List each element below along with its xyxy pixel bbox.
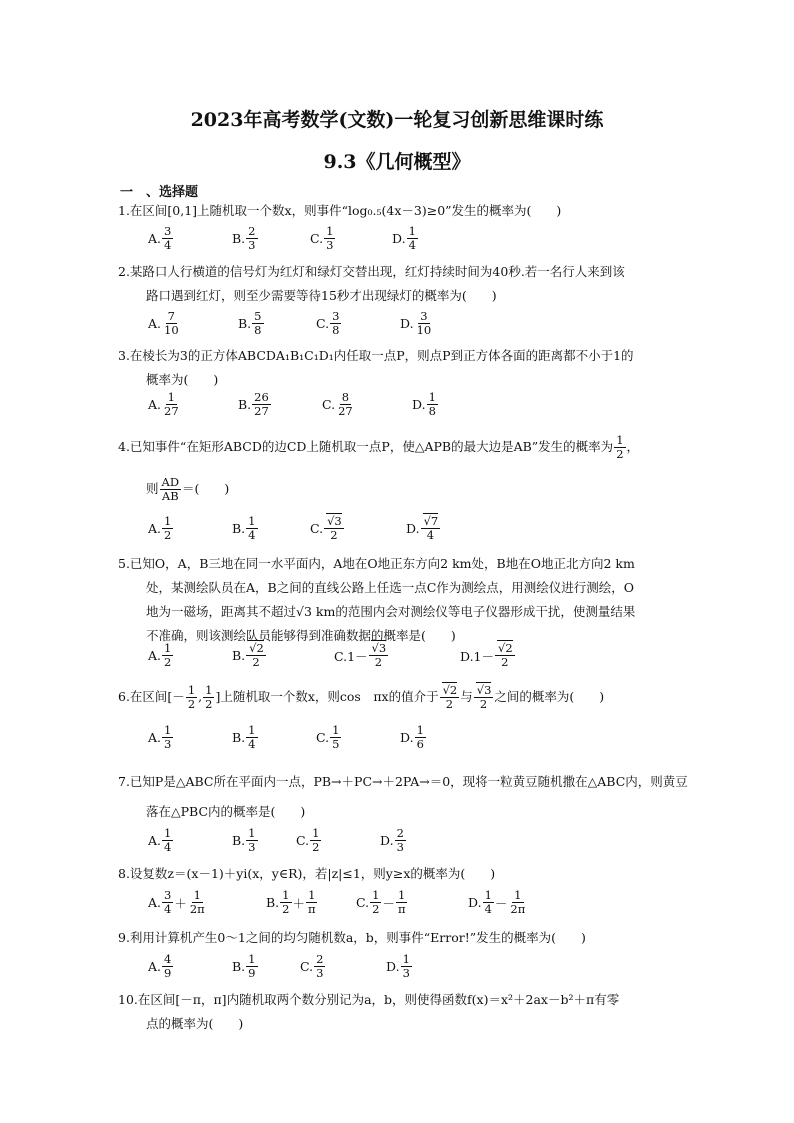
option-A: A. $\frac{1}{27}$ <box>148 390 179 418</box>
fraction: $\frac{5}{8}$ <box>254 309 262 337</box>
fraction: $\frac{1}{3}$ <box>164 723 172 751</box>
question-3: 3.在棱长为3的正方体ABCDA₁B₁C₁D₁内任取一点P，则点P到正方体各面的距离都不小于1的 概率为( ) <box>118 348 634 387</box>
option-D: D.1－ $\frac{√2}{2}$ <box>460 641 513 669</box>
question-4-line2: 则 $\frac{AD}{AB}$ ＝( ) <box>146 475 230 503</box>
option-D: D. $\frac{1}{6}$ <box>400 723 424 751</box>
option-A: A. $\frac{1}{2}$ <box>148 641 172 669</box>
option-D: D. $\frac{1}{4}$ － $\frac{1}{2\pi}$ <box>468 888 526 916</box>
option-C: C. $\frac{√3}{2}$ <box>310 514 342 542</box>
option-A: A. $\frac{1}{3}$ <box>148 723 172 751</box>
fraction: $\frac{1}{4}$ <box>164 826 172 854</box>
option-C: C. $\frac{2}{3}$ <box>300 952 324 980</box>
fraction: $\frac{4}{9}$ <box>164 952 172 980</box>
fraction: $\frac{26}{27}$ <box>254 390 269 418</box>
question-8: 8.设复数z＝(x－1)＋yi(x，y∈R)，若|z|≤1，则y≥x的概率为( ) <box>118 866 496 881</box>
option-B: B. $\frac{1}{9}$ <box>232 952 256 980</box>
fraction: $\frac{1}{2}$ <box>616 433 624 461</box>
fraction: $\frac{1}{4}$ <box>408 224 416 252</box>
fraction: $\frac{1}{4}$ <box>248 514 256 542</box>
fraction: $\frac{1}{2\pi}$ <box>510 888 526 916</box>
option-C: C. $\frac{1}{2}$ <box>296 826 320 854</box>
fraction: $\frac{1}{2}$ <box>164 514 172 542</box>
fraction: $\frac{8}{27}$ <box>338 390 353 418</box>
option-C: C. $\frac{3}{8}$ <box>316 309 340 337</box>
question-4: 4.已知事件“在矩形ABCD的边CD上随机取一点P，使△APB的最大边是AB”发生的概率为 $\frac{1}{2}$ ， <box>118 433 640 461</box>
option-D: D. $\frac{2}{3}$ <box>380 826 404 854</box>
option-D: D. $\frac{1}{3}$ <box>386 952 410 980</box>
fraction: $\frac{7}{10}$ <box>164 309 179 337</box>
fraction: $\frac{3}{4}$ <box>164 224 172 252</box>
fraction: $\frac{√2}{2}$ <box>495 642 515 669</box>
option-B: B. $\frac{5}{8}$ <box>238 309 262 337</box>
option-A: A. $\frac{7}{10}$ <box>148 309 179 337</box>
option-D: D. $\frac{1}{8}$ <box>412 390 436 418</box>
title-line2: 9.3《几何概型》 <box>323 151 471 173</box>
fraction: $\frac{3}{10}$ <box>416 309 432 337</box>
fraction: $\frac{1}{4}$ <box>248 723 256 751</box>
fraction: $\frac{1}{8}$ <box>428 390 436 418</box>
option-A: A. $\frac{1}{2}$ <box>148 514 172 542</box>
fraction: $\frac{1}{3}$ <box>326 224 334 252</box>
fraction: $\frac{1}{2}$ <box>312 826 320 854</box>
fraction: $\frac{√3}{2}$ <box>369 642 389 669</box>
option-C: C. $\frac{8}{27}$ <box>322 390 353 418</box>
question-1: 1.在区间[0,1]上随机取一个数x，则事件“log₀.₅(4x－3)≥0”发生的概率为( ) <box>118 203 562 218</box>
option-B: B. $\frac{26}{27}$ <box>238 390 269 418</box>
option-A: A. $\frac{3}{4}$ ＋ $\frac{1}{2\pi}$ <box>148 888 205 916</box>
question-2: 2.某路口人行横道的信号灯为红灯和绿灯交替出现，红灯持续时间为40秒.若一名行人来到该 路口遇到红灯，则至少需要等待15秒才出现绿灯的概率为( ) <box>118 264 625 303</box>
fraction: $\frac{2}{3}$ <box>248 224 256 252</box>
fraction: $\frac{1}{3}$ <box>248 826 256 854</box>
question-6: 6.在区间[－ $\frac{1}{2}$ , $\frac{1}{2}$ ]上随机取一个数x，则cos πx的值介于 $\frac{√2}{2}$ 与 $\frac{√3}{2}$ 之间的概率为( ) <box>118 683 605 711</box>
fraction: $\frac{1}{2}$ <box>282 888 290 916</box>
fraction: $\frac{1}{6}$ <box>416 723 424 751</box>
option-B: B. $\frac{1}{4}$ <box>232 514 256 542</box>
fraction: $\frac{1}{\pi}$ <box>308 888 316 916</box>
question-5: 5.已知O，A，B三地在同一水平面内，A地在O地正东方向2 km处，B地在O地正北方向2 km 处，某测绘队员在A，B之间的直线公路上任选一点C作为测绘点，用测绘仪进行测绘，O 地为一磁场，距离其不超过√3 km的范围内会对测绘仪等电子仪器形成干扰，使测量结果 不准确，则该测绘队员能够得到准确数据的概率是( ) <box>118 556 636 643</box>
option-B: B. $\frac{1}{4}$ <box>232 723 256 751</box>
fraction: $\frac{AD}{AB}$ <box>161 475 180 503</box>
fraction: $\frac{1}{2}$ <box>372 888 380 916</box>
fraction: $\frac{3}{4}$ <box>164 888 172 916</box>
fraction: $\frac{1}{9}$ <box>248 952 256 980</box>
fraction: $\frac{1}{5}$ <box>332 723 340 751</box>
option-C: C.1－ $\frac{√3}{2}$ <box>334 641 387 669</box>
section-heading: 一 、选择题 <box>120 185 199 200</box>
fraction: $\frac{√3}{2}$ <box>324 515 344 542</box>
option-B: B. $\frac{1}{3}$ <box>232 826 256 854</box>
option-C: C. $\frac{1}{2}$ － $\frac{1}{\pi}$ <box>356 888 406 916</box>
option-D: D. $\frac{3}{10}$ <box>400 309 432 337</box>
option-B: B. $\frac{2}{3}$ <box>232 224 256 252</box>
fraction: $\frac{√7}{4}$ <box>421 515 441 542</box>
fraction: $\frac{1}{3}$ <box>402 952 410 980</box>
option-A: A. $\frac{4}{9}$ <box>148 952 172 980</box>
question-9: 9.利用计算机产生0～1之间的均匀随机数a，b，则事件“Error!”发生的概率为( ) <box>118 930 586 945</box>
fraction: $\frac{√2}{2}$ <box>246 642 266 669</box>
fraction: $\frac{1}{2\pi}$ <box>189 888 205 916</box>
option-D: D. $\frac{√7}{4}$ <box>406 514 439 542</box>
fraction: $\frac{3}{8}$ <box>332 309 340 337</box>
fraction: $\frac{1}{\pi}$ <box>397 888 406 916</box>
fraction: $\frac{2}{3}$ <box>316 952 324 980</box>
option-C: C. $\frac{1}{3}$ <box>310 224 334 252</box>
option-A: A. $\frac{3}{4}$ <box>148 224 172 252</box>
title-line1: 2023年高考数学(文数)一轮复习创新思维课时练 <box>190 109 604 131</box>
fraction: $\frac{1}{27}$ <box>164 390 179 418</box>
option-C: C. $\frac{1}{5}$ <box>316 723 340 751</box>
question-7-line2: 落在△PBC内的概率是( ) <box>146 804 306 819</box>
fraction: $\frac{1}{2}$ <box>164 641 172 669</box>
fraction: $\frac{2}{3}$ <box>396 826 404 854</box>
option-B: B. $\frac{1}{2}$ ＋ $\frac{1}{\pi}$ <box>266 888 316 916</box>
option-D: D. $\frac{1}{4}$ <box>392 224 416 252</box>
option-B: B. $\frac{√2}{2}$ <box>232 641 264 669</box>
option-A: A. $\frac{1}{4}$ <box>148 826 172 854</box>
question-10: 10.在区间[－π，π]内随机取两个数分别记为a，b，则使得函数f(x)＝x²＋2ax－b²＋π有零 点的概率为( ) <box>118 992 620 1031</box>
fraction: $\frac{1}{4}$ <box>484 888 492 916</box>
question-7: 7.已知P是△ABC所在平面内一点，PB→＋PC→＋2PA→＝0，现将一粒黄豆随机撒在△ABC内，则黄豆 <box>118 774 688 789</box>
